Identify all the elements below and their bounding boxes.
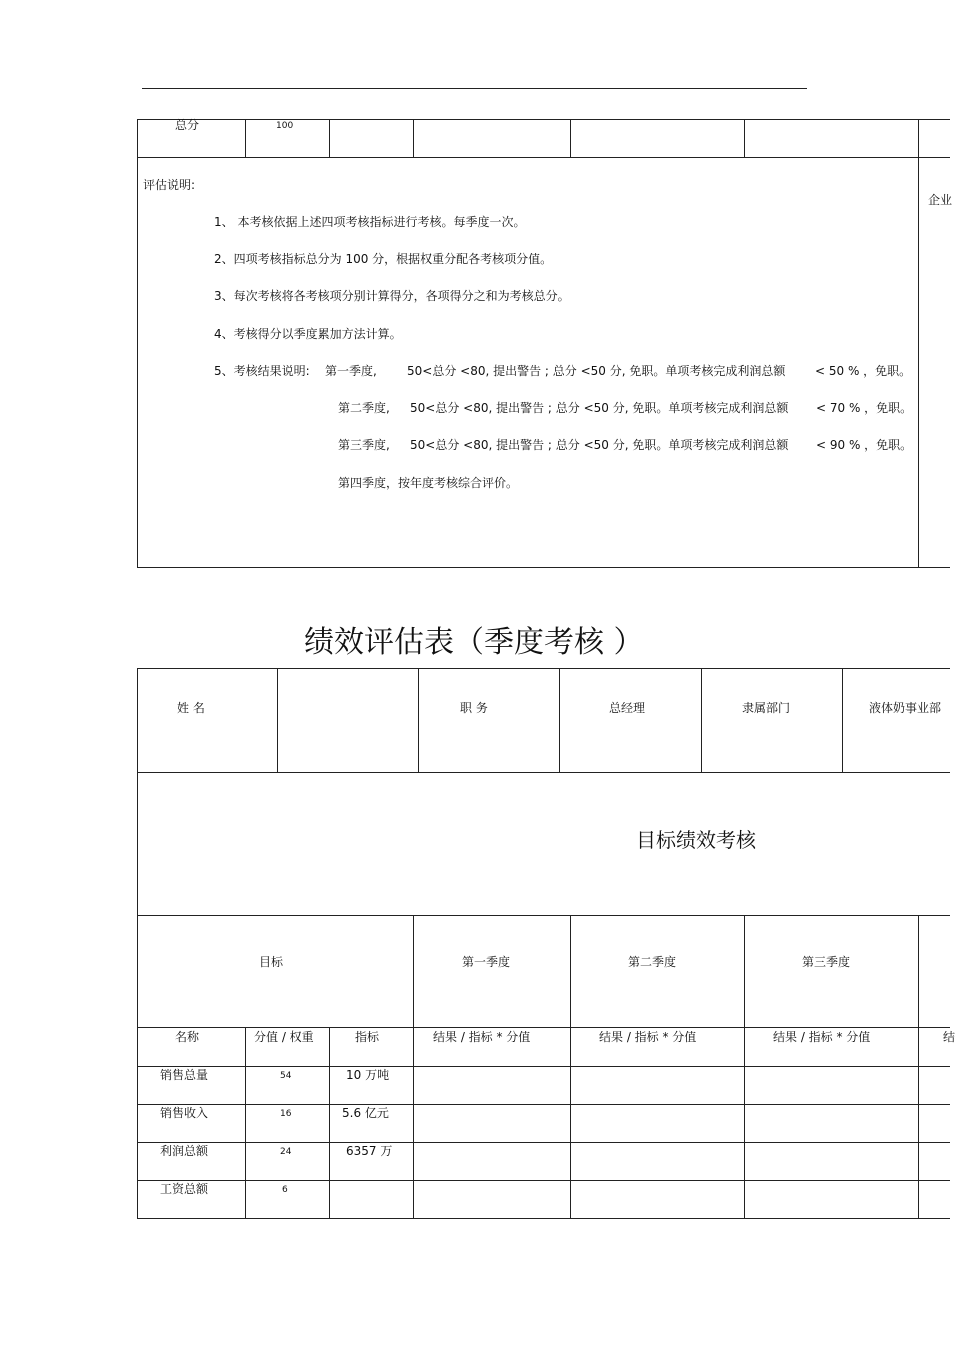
q2-rule: 50<总分 <80, 提出警告 ; 总分 <50 分, 免职。单项考核完成利润总额 bbox=[410, 401, 789, 415]
sub-header-result-q3: 结果 / 指标 * 分值 bbox=[773, 1030, 871, 1044]
row-2-indicator: 5.6 亿元 bbox=[342, 1106, 389, 1120]
sub-header-result-q1: 结果 / 指标 * 分值 bbox=[433, 1030, 531, 1044]
row-3-name: 利润总额 bbox=[160, 1144, 209, 1158]
sub-header-cut: 结 bbox=[943, 1030, 955, 1044]
row-2-weight: 16 bbox=[280, 1109, 292, 1119]
q1-rule: 50<总分 <80, 提出警告 ; 总分 <50 分, 免职。单项考核完成利润总额 bbox=[407, 364, 786, 378]
position-label: 职 务 bbox=[460, 701, 488, 715]
form-title: 绩效评估表（季度考核 ） bbox=[304, 625, 644, 660]
row-1-indicator: 10 万吨 bbox=[346, 1068, 390, 1082]
q3-rule: 50<总分 <80, 提出警告 ; 总分 <50 分, 免职。单项考核完成利润总额 bbox=[410, 438, 789, 452]
target-header: 目标 bbox=[259, 955, 284, 969]
name-label: 姓 名 bbox=[177, 701, 205, 715]
q4-line: 第四季度，按年度考核综合评价。 bbox=[338, 476, 519, 490]
q3-header: 第三季度 bbox=[802, 955, 851, 969]
sub-header-indicator: 指标 bbox=[355, 1030, 380, 1044]
row-4-weight: 6 bbox=[282, 1185, 288, 1195]
q2-header: 第二季度 bbox=[628, 955, 677, 969]
row-4-name: 工资总额 bbox=[160, 1182, 209, 1196]
q2-label: 第二季度, bbox=[338, 401, 390, 415]
row-3-weight: 24 bbox=[280, 1147, 292, 1157]
eval-heading: 评估说明: bbox=[143, 178, 196, 192]
note-1: 1、 本考核依据上述四项考核指标进行考核。每季度一次。 bbox=[214, 215, 526, 229]
sub-header-weight: 分值 / 权重 bbox=[254, 1030, 314, 1044]
section-title: 目标绩效考核 bbox=[636, 828, 756, 852]
q1-header: 第一季度 bbox=[462, 955, 511, 969]
note-2: 2、四项考核指标总分为 100 分，根据权重分配各考核项分值。 bbox=[214, 252, 553, 266]
row-1-weight: 54 bbox=[280, 1071, 292, 1081]
total-label: 总分 bbox=[175, 118, 200, 132]
dept-label: 隶属部门 bbox=[742, 701, 791, 715]
q1-threshold: < 50 % ，免职。 bbox=[815, 364, 912, 378]
dept-value: 液体奶事业部 bbox=[869, 701, 942, 715]
note-4: 4、考核得分以季度累加方法计算。 bbox=[214, 327, 402, 341]
row-3-indicator: 6357 万 bbox=[346, 1144, 393, 1158]
row-1-name: 销售总量 bbox=[160, 1068, 209, 1082]
page-header-rule bbox=[142, 88, 807, 89]
side-text: 企业 bbox=[928, 193, 953, 207]
q3-threshold: < 90 % ，免职。 bbox=[816, 438, 913, 452]
q3-label: 第三季度, bbox=[338, 438, 390, 452]
note-3: 3、每次考核将各考核项分别计算得分，各项得分之和为考核总分。 bbox=[214, 289, 570, 303]
note-5-prefix: 5、考核结果说明: bbox=[214, 364, 310, 378]
total-value: 100 bbox=[276, 121, 294, 131]
sub-header-result-q2: 结果 / 指标 * 分值 bbox=[599, 1030, 697, 1044]
position-value: 总经理 bbox=[609, 701, 646, 715]
q2-threshold: < 70 % ，免职。 bbox=[816, 401, 913, 415]
sub-header-name: 名称 bbox=[175, 1030, 200, 1044]
row-2-name: 销售收入 bbox=[160, 1106, 209, 1120]
q1-label: 第一季度, bbox=[325, 364, 377, 378]
